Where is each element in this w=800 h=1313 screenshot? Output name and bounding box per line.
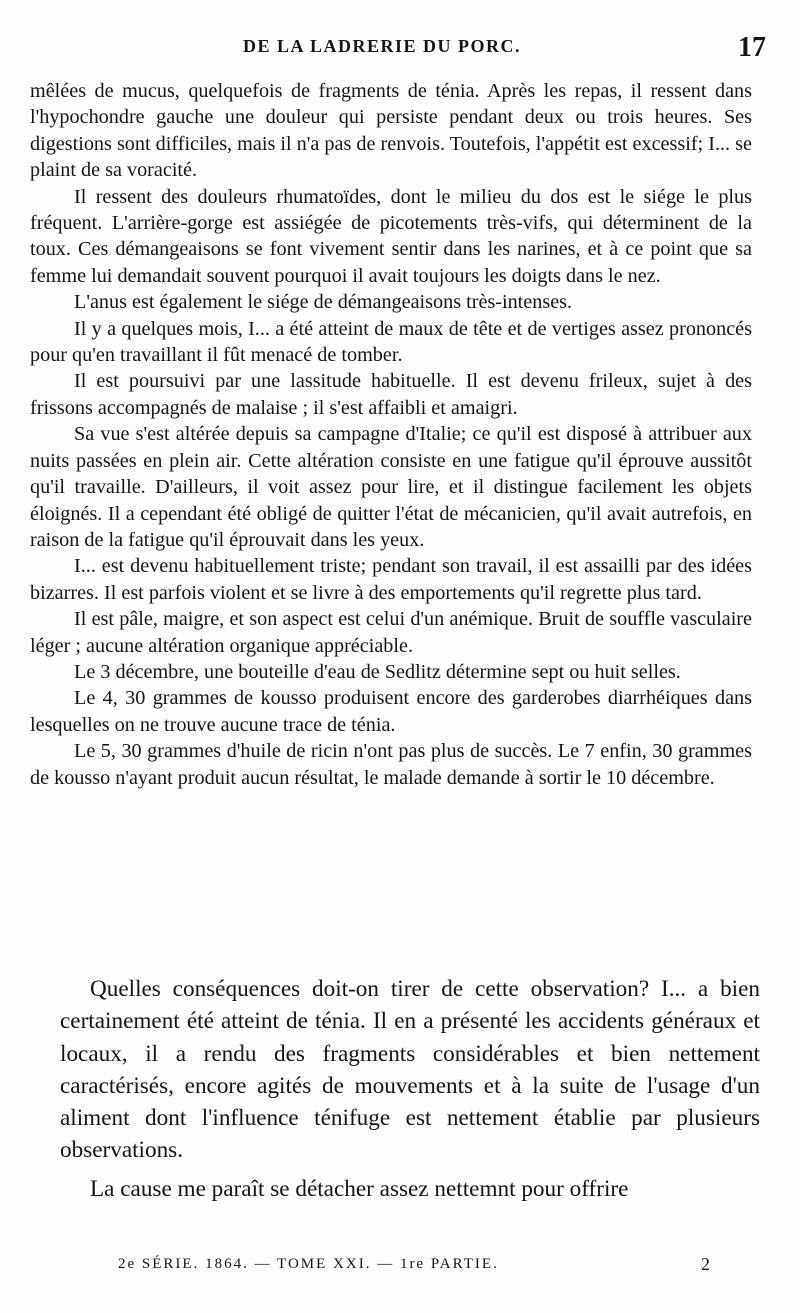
paragraph: mêlées de mucus, quelquefois de fragments de ténia. Après les repas, il ressent dans l'hypochondre gauche une douleur qui persiste pendant deux ou trois heures. Ses digestions sont difficiles, mais il n'a pas de renvois. Toutefois, l'appétit est excessif; I... se plaint de sa voracité. (30, 80, 752, 182)
paragraph: Le 5, 30 grammes d'huile de ricin n'ont pas plus de succès. Le 7 enfin, 30 grammes de kousso n'ayant produit aucun résultat, le malade demande à sortir le 10 décembre. (30, 740, 752, 789)
sheet-number: 2 (701, 1254, 710, 1274)
paragraph: Le 4, 30 grammes de kousso produisent encore des garderobes diarrhéiques dans lesquelles on ne trouve aucune trace de ténia. (30, 687, 752, 736)
discussion-text (60, 973, 760, 1205)
printer-signature: 2e SÉRIE. 1864. — TOME XXI. — 1re PARTIE. (118, 1256, 499, 1272)
paragraph: Quelles conséquences doit-on tirer de cette observation? I... a bien certainement été atteint de ténia. Il en a présenté les accidents généraux et locaux, il a rendu des fragments considérables et bien nettement caractérisés, encore agités de mouvements et à la suite de l'usage d'un aliment dont l'influence ténifuge est nettement établie par plusieurs observations. (60, 976, 760, 1164)
paragraph: Il y a quelques mois, I... a été atteint de maux de tête et de vertiges assez prononcés pour qu'en travaillant il fût menacé de tomber. (30, 317, 752, 367)
paragraph: L'anus est également le siége de démangeaisons très-intenses. (74, 291, 573, 314)
paragraph: Le 3 décembre, une bouteille d'eau de Sedlitz détermine sept ou huit selles. (74, 660, 681, 683)
page-header (0, 32, 800, 66)
paragraph: Il ressent des douleurs rhumatoïdes, dont le milieu du dos est le siége le plus fréquent. L'arrière-gorge est assiégée de picotements très-vifs, qui déterminent de la toux. Ces démangeaisons se font vivement sentir dans les narines, et à ce point que sa femme lui demandait souvent pourquoi il avait toujours les doigts dans le nez. (30, 185, 752, 287)
paragraph: Il est pâle, maigre, et son aspect est celui d'un anémique. Bruit de souffle vasculaire léger ; aucune altération organique appréciable. (30, 608, 752, 657)
paragraph: Il est poursuivi par une lassitude habituelle. Il est devenu frileux, sujet à des frissons accompagnés de malaise ; il s'est affaibli et amaigri. (30, 370, 752, 419)
paragraph: I... est devenu habituellement triste; pendant son travail, il est assailli par des idées bizarres. Il est parfois violent et se livre à des emportements qu'il regrette plus tard. (30, 555, 752, 604)
paragraph: Sa vue s'est altérée depuis sa campagne d'Italie; ce qu'il est disposé à attribuer aux nuits passées en plein air. Cette altération consiste en une fatigue qu'il éprouve aussitôt qu'il travaille. D'ailleurs, il voit assez pour lire, et il distingue facilement les objets éloignés. Il a cependant été obligé de quitter l'état de mécanicien, qu'il avait autrefois, en raison de la fatigue qu'il éprouvait dans les yeux. (30, 423, 752, 551)
case-observation-text (30, 78, 752, 791)
page-footer (0, 1252, 800, 1282)
running-title: DE LA LADRERIE DU PORC. (243, 36, 522, 56)
page-number: 17 (738, 32, 766, 63)
paragraph: La cause me paraît se détacher assez nettemnt pour offrire (90, 1175, 629, 1202)
